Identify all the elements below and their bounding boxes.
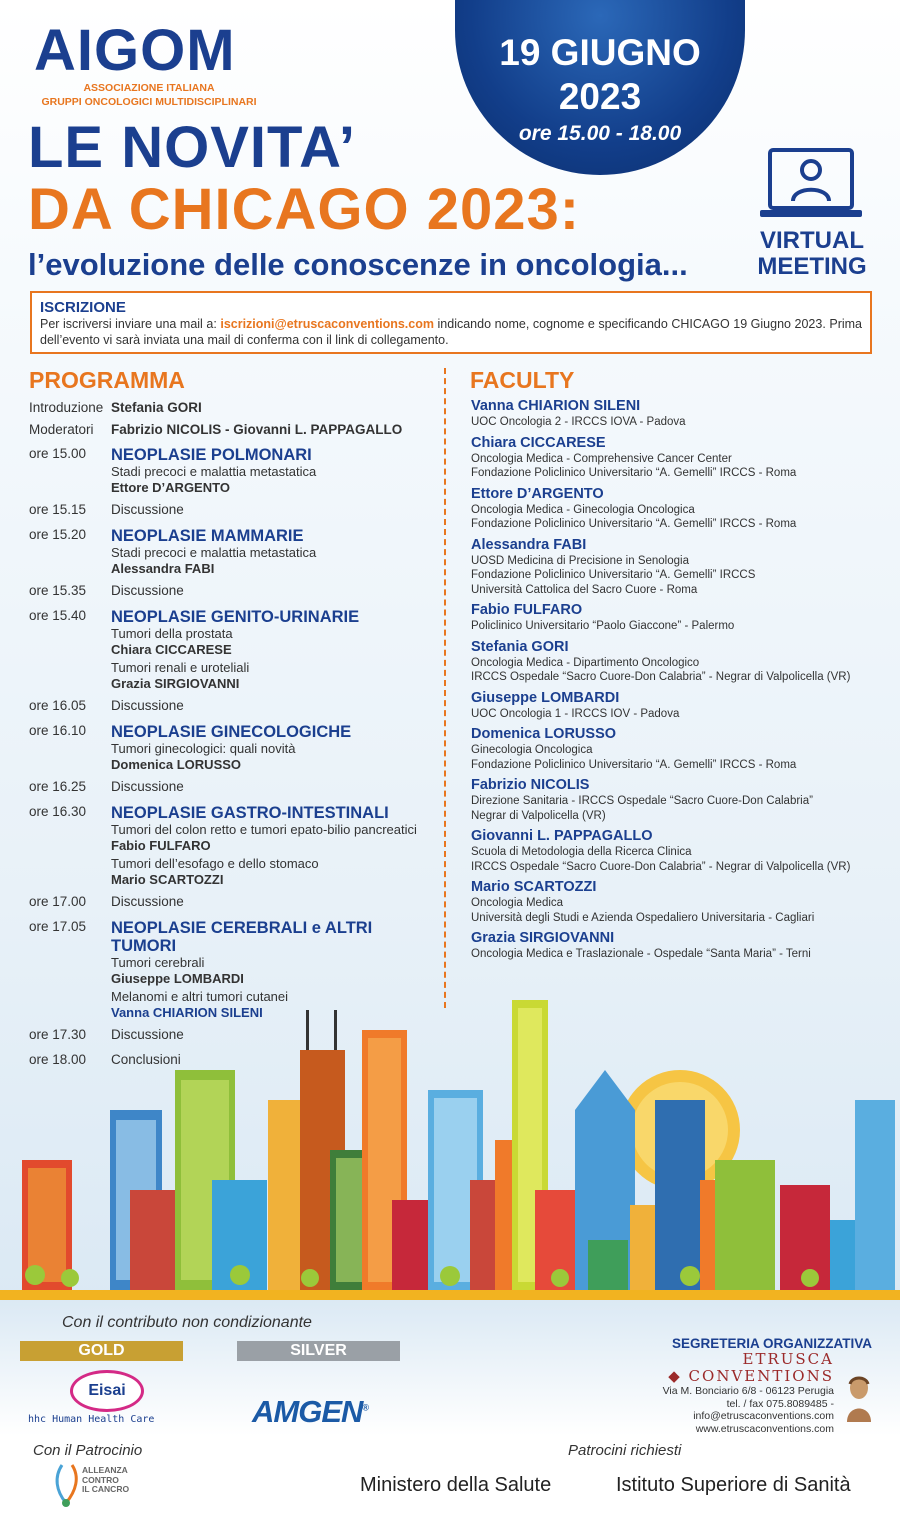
etruscan-bust-icon xyxy=(844,1374,874,1422)
program-session xyxy=(29,608,439,693)
registration-title: ISCRIZIONE xyxy=(40,299,126,316)
faculty-affiliation: Fondazione Policlinico Universitario “A. Gemelli” IRCCS - Roma xyxy=(471,758,797,771)
alleanza-line-3: IL CANCRO xyxy=(82,1484,130,1494)
session-speaker: Chiara CICCARESE xyxy=(111,641,232,657)
faculty-affiliation: UOSD Medicina di Precisione in Senologia xyxy=(471,554,689,567)
faculty-name: Mario SCARTOZZI xyxy=(471,879,597,895)
faculty-member xyxy=(471,777,891,823)
discussion-label: Discussione xyxy=(111,502,184,517)
faculty-name: Chiara CICCARESE xyxy=(471,434,606,451)
logo-sub-1: ASSOCIAZIONE ITALIANA xyxy=(83,82,215,94)
faculty-name: Giovanni L. PAPPAGALLO xyxy=(471,828,653,844)
column-divider xyxy=(444,368,446,1008)
eisai-name: Eisai xyxy=(88,1382,126,1399)
faculty-affiliation: Direzione Sanitaria - IRCCS Ospedale “Sacro Cuore-Don Calabria” xyxy=(471,795,813,807)
faculty-affiliation: UOC Oncologia 1 - IRCCS IOV - Padova xyxy=(471,707,680,720)
etrusca-brand-2: ◆ CONVENTIONS xyxy=(668,1367,834,1385)
session-topic: NEOPLASIE POLMONARI xyxy=(111,446,312,464)
session-speaker: Giuseppe LOMBARDI xyxy=(111,970,244,986)
session-desc: Tumori dell’esofago e dello stomaco xyxy=(111,856,319,871)
session-speaker: Vanna CHIARION SILENI xyxy=(111,1004,263,1020)
moderators-names: Fabrizio NICOLIS - Giovanni L. PAPPAGALLO xyxy=(111,422,403,437)
faculty-affiliation: Fondazione Policlinico Universitario “A. Gemelli” IRCCS xyxy=(471,569,756,581)
silver-sponsor-bar: SILVER xyxy=(237,1341,400,1361)
virtual-label: VIRTUAL xyxy=(760,227,864,254)
session-time: ore 16.30 xyxy=(29,804,87,819)
faculty-title: FACULTY xyxy=(470,367,575,393)
sponsor-contrib-label: Con il contributo non condizionante xyxy=(62,1314,312,1331)
conclusion-time: ore 18.00 xyxy=(29,1052,87,1067)
program-discussion xyxy=(29,779,439,795)
virtual-meeting-label xyxy=(742,228,882,280)
session-speaker: Mario SCARTOZZI xyxy=(111,871,224,887)
faculty-name: Stefania GORI xyxy=(471,638,569,655)
registration-text xyxy=(40,316,862,348)
session-time: ore 15.40 xyxy=(29,608,87,623)
program-session xyxy=(29,527,439,578)
registration-box xyxy=(30,291,872,354)
program-title: PROGRAMMA xyxy=(29,367,185,393)
date-badge xyxy=(455,0,745,175)
eisai-logo xyxy=(28,1370,188,1426)
discussion-label: Discussione xyxy=(111,698,184,713)
istituto-superiore-sanita: Istituto Superiore di Sanità xyxy=(616,1474,851,1496)
program-list xyxy=(29,400,439,1073)
faculty-member xyxy=(471,726,891,772)
faculty-affiliation: Negrar di Valpolicella (VR) xyxy=(471,809,606,822)
segreteria-block xyxy=(600,1336,872,1435)
faculty-member xyxy=(471,537,891,598)
discussion-time: ore 16.25 xyxy=(29,779,87,794)
session-desc: Tumori della prostata xyxy=(111,626,233,641)
amgen-name: AMGEN xyxy=(252,1394,363,1429)
alleanza-text xyxy=(82,1466,129,1495)
session-speaker: Domenica LORUSSO xyxy=(111,756,242,772)
session-speaker: Alessandra FABI xyxy=(111,560,215,576)
laptop-user-icon xyxy=(760,146,862,222)
faculty-member xyxy=(471,828,891,874)
discussion-time: ore 15.15 xyxy=(29,502,87,517)
segreteria-title: SEGRETERIA ORGANIZZATIVA xyxy=(671,1336,872,1351)
program-session xyxy=(29,723,439,774)
faculty-member xyxy=(471,398,891,430)
faculty-member xyxy=(471,602,891,634)
faculty-name: Domenica LORUSSO xyxy=(471,726,617,742)
faculty-name: Fabio FULFARO xyxy=(471,602,583,618)
faculty-affiliation: Università degli Studi e Azienda Ospedaliero Universitaria - Cagliari xyxy=(471,911,815,924)
session-speaker: Fabio FULFARO xyxy=(111,837,211,853)
faculty-affiliation: UOC Oncologia 2 - IRCCS IOVA - Padova xyxy=(471,416,686,428)
faculty-name: Alessandra FABI xyxy=(471,536,587,553)
program-session xyxy=(29,804,439,889)
patronage-label: Con il Patrocinio xyxy=(33,1442,143,1459)
registration-text-after: indicando nome, cognome e specificando CHICAGO 19 Giugno 2023. Prima dell’evento vi sarà inviata una mail di conferma con il link di collegamento. xyxy=(40,317,862,347)
program-row xyxy=(29,422,439,438)
aigom-logo xyxy=(34,18,264,108)
discussion-label: Discussione xyxy=(111,894,184,909)
date-year: 2023 xyxy=(558,76,642,117)
skyline-illustration xyxy=(0,990,900,1310)
discussion-time: ore 17.30 xyxy=(29,1027,87,1042)
faculty-affiliation: Oncologia Medica xyxy=(471,897,564,909)
session-desc: Tumori del colon retto e tumori epato-bilio pancreatici xyxy=(111,822,417,837)
session-desc: Tumori cerebrali xyxy=(111,955,205,970)
faculty-name: Grazia SIRGIOVANNI xyxy=(471,930,615,946)
session-speaker: Grazia SIRGIOVANNI xyxy=(111,675,240,691)
faculty-name: Vanna CHIARION SILENI xyxy=(471,398,641,414)
session-time: ore 17.05 xyxy=(29,919,87,934)
session-speaker: Ettore D’ARGENTO xyxy=(111,479,230,495)
alleanza-line-1: ALLEANZA xyxy=(82,1465,128,1475)
program-session xyxy=(29,446,439,497)
faculty-affiliation: Oncologia Medica e Traslazionale - Ospedale “Santa Maria” - Terni xyxy=(471,948,811,960)
faculty-affiliation: Fondazione Policlinico Universitario “A. Gemelli” IRCCS - Roma xyxy=(471,518,797,530)
amgen-logo xyxy=(252,1394,368,1430)
session-time: ore 16.10 xyxy=(29,723,87,738)
faculty-list xyxy=(471,398,891,967)
segreteria-website-link[interactable]: www.etruscaconventions.com xyxy=(695,1422,834,1435)
session-time: ore 15.20 xyxy=(29,527,87,542)
faculty-affiliation: Università Cattolica del Sacro Cuore - Roma xyxy=(471,583,698,596)
date-day: 19 GIUGNO xyxy=(499,32,701,73)
discussion-time: ore 15.35 xyxy=(29,583,87,598)
faculty-affiliation: Oncologia Medica - Ginecologia Oncologica xyxy=(471,503,695,516)
title-line-2: DA CHICAGO 2023: xyxy=(28,177,581,242)
faculty-affiliation: Ginecologia Oncologica xyxy=(471,744,593,756)
conclusion-label: Conclusioni xyxy=(111,1052,181,1067)
faculty-member xyxy=(471,930,891,962)
program-row xyxy=(29,400,439,416)
eisai-oval xyxy=(70,1370,144,1412)
title-line-1: LE NOVITA’ xyxy=(28,115,356,180)
session-topic: NEOPLASIE GENITO-URINARIE xyxy=(111,608,360,626)
discussion-label: Discussione xyxy=(111,1027,184,1042)
patronage-requested-label: Patrocini richiesti xyxy=(568,1442,682,1459)
meeting-label: MEETING xyxy=(757,253,867,280)
session-desc: Tumori renali e uroteliali xyxy=(111,660,250,675)
etrusca-brand-1: ETRUSCA xyxy=(742,1350,834,1368)
session-topic: NEOPLASIE GASTRO-INTESTINALI xyxy=(111,804,389,822)
faculty-member xyxy=(471,879,891,925)
faculty-name: Ettore D’ARGENTO xyxy=(471,485,604,502)
faculty-affiliation: IRCCS Ospedale “Sacro Cuore-Don Calabria” - Negrar di Valpolicella (VR) xyxy=(471,860,851,873)
session-time: ore 15.00 xyxy=(29,446,87,461)
logo-word xyxy=(34,18,264,83)
session-desc: Stadi precoci e malattia metastatica xyxy=(111,545,317,560)
amgen-reg: ® xyxy=(362,1402,369,1413)
program-discussion xyxy=(29,698,439,714)
session-desc: Tumori ginecologici: quali novità xyxy=(111,741,296,756)
logo-text: AIGOM xyxy=(34,18,236,83)
ministero-salute: Ministero della Salute xyxy=(360,1474,552,1496)
registration-email-link[interactable]: iscrizioni@etruscaconventions.com xyxy=(220,317,434,331)
alleanza-logo xyxy=(52,1463,162,1509)
subtitle: l’evoluzione delle conoscenze in oncologia... xyxy=(28,247,688,282)
session-topic: NEOPLASIE GINECOLOGICHE xyxy=(111,723,352,741)
discussion-time: ore 17.00 xyxy=(29,894,87,909)
faculty-member xyxy=(471,690,891,722)
moderators-label: Moderatori xyxy=(29,422,94,437)
segreteria-address: Via M. Bonciario 6/8 - 06123 Perugia xyxy=(662,1385,834,1397)
faculty-member xyxy=(471,486,891,532)
alleanza-line-2: CONTRO xyxy=(82,1474,119,1485)
discussion-label: Discussione xyxy=(111,779,184,794)
ribbon-icon xyxy=(52,1463,82,1509)
program-discussion xyxy=(29,583,439,599)
intro-name: Stefania GORI xyxy=(111,400,202,415)
intro-label: Introduzione xyxy=(29,400,104,415)
faculty-affiliation: IRCCS Ospedale “Sacro Cuore-Don Calabria” - Negrar di Valpolicella (VR) xyxy=(471,671,851,683)
session-desc: Melanomi e altri tumori cutanei xyxy=(111,989,289,1004)
session-topic: NEOPLASIE CEREBRALI e ALTRI TUMORI xyxy=(111,919,373,955)
registration-text-before: Per iscriversi inviare una mail a: xyxy=(40,317,221,331)
faculty-name: Fabrizio NICOLIS xyxy=(471,777,590,793)
program-discussion xyxy=(29,502,439,518)
discussion-label: Discussione xyxy=(111,583,184,598)
session-desc: Stadi precoci e malattia metastatica xyxy=(111,464,317,479)
date-time: ore 15.00 - 18.00 xyxy=(518,122,682,145)
faculty-affiliation: Oncologia Medica - Comprehensive Cancer Center xyxy=(471,452,732,465)
faculty-affiliation: Policlinico Universitario “Paolo Giaccone” - Palermo xyxy=(471,620,735,632)
faculty-member xyxy=(471,639,891,685)
program-discussion xyxy=(29,894,439,910)
discussion-time: ore 16.05 xyxy=(29,698,87,713)
faculty-name: Giuseppe LOMBARDI xyxy=(471,689,620,706)
faculty-member xyxy=(471,435,891,481)
faculty-affiliation: Fondazione Policlinico Universitario “A. Gemelli” IRCCS - Roma xyxy=(471,467,797,479)
segreteria-contact: tel. / fax 075.8089485 - info@etruscaconventions.com xyxy=(693,1397,834,1422)
session-topic: NEOPLASIE MAMMARIE xyxy=(111,527,304,545)
faculty-affiliation: Oncologia Medica - Dipartimento Oncologico xyxy=(471,656,700,669)
logo-sub-2: GRUPPI ONCOLOGICI MULTIDISCIPLINARI xyxy=(41,96,257,108)
gold-sponsor-bar: GOLD xyxy=(20,1341,183,1361)
eisai-tagline: hhc Human Health Care xyxy=(28,1414,155,1425)
faculty-affiliation: Scuola di Metodologia della Ricerca Clinica xyxy=(471,846,692,858)
